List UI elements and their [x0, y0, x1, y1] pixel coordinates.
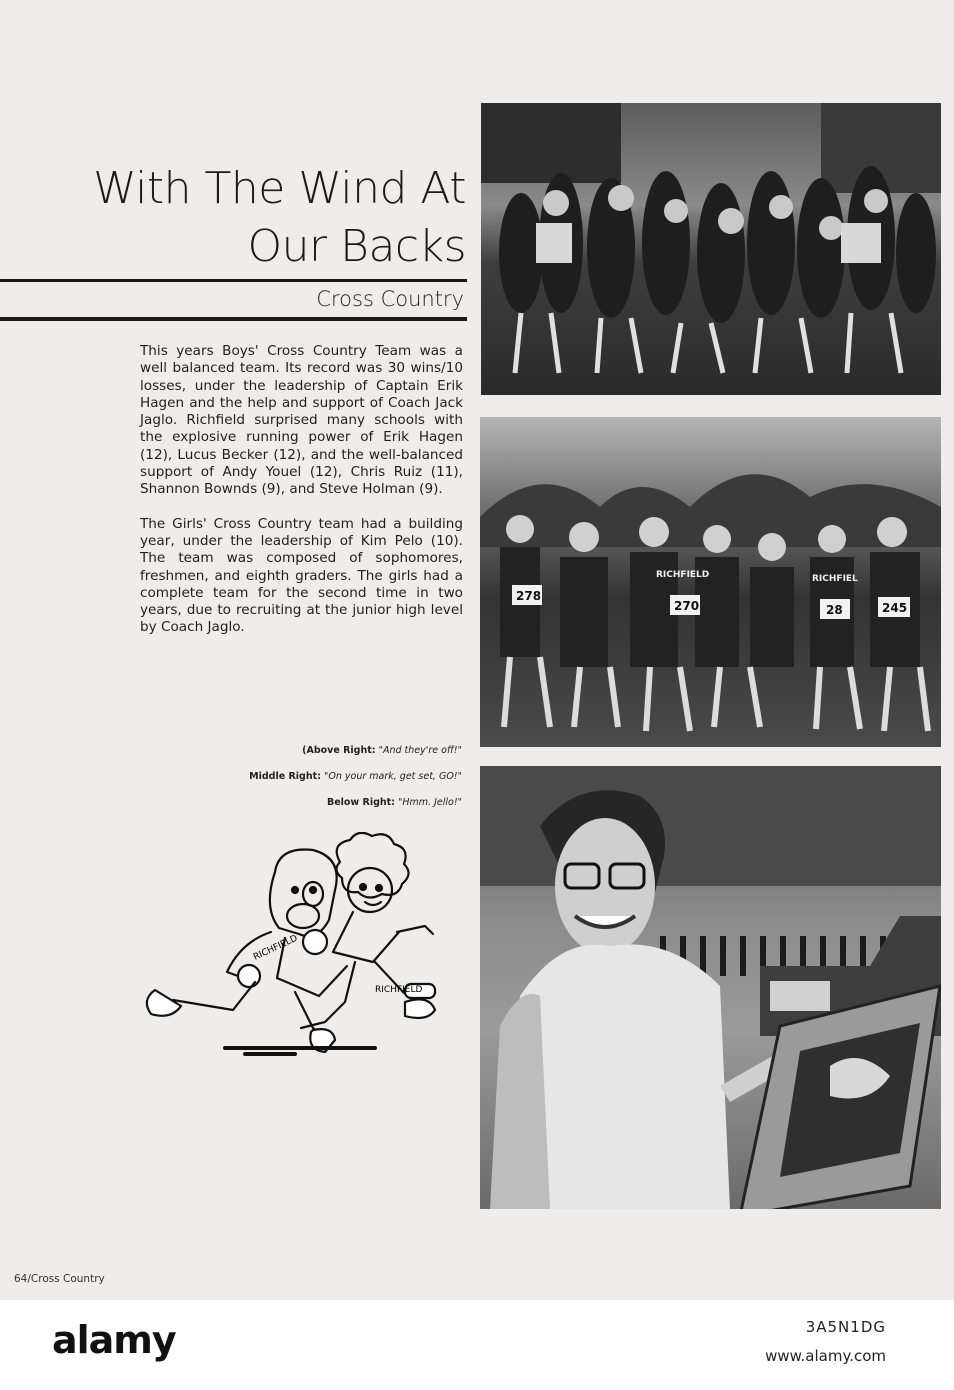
caption-label: Middle Right: [249, 771, 321, 782]
cartoon-label-1: RICHFIELD [252, 933, 300, 963]
shirt-text: RICHFIEL [812, 574, 858, 584]
title-line-1: With The Wind At [93, 163, 466, 214]
photo-girls-race-start [480, 417, 941, 747]
alamy-logo: alamy [52, 1318, 176, 1362]
title-rule-bottom [0, 317, 467, 321]
cartoon-label-2: RICHFIELD [375, 985, 423, 995]
runners-cartoon-illustration [135, 832, 465, 1062]
page-title [93, 160, 466, 276]
bib-number: 278 [516, 589, 542, 603]
caption-below-right [200, 797, 462, 808]
watermark-url: www.alamy.com [765, 1347, 886, 1365]
section-subtitle: Cross Country [316, 287, 464, 311]
page-footer: 64/Cross Country [14, 1273, 105, 1285]
paragraph-boys: This years Boys' Cross Country Team was a well balanced team. Its record was 30 wins/10 losses, under the leadership of Captain Erik Hagen and the help and support of Coach Jack Jaglo. Richfield surprised many schools with the explosive running power of Erik Hagen (12), Lucus Becker (12), and the well-balanced support of Andy Youel (12), Chris Ruiz (11), Shannon Bownds (9), and Steve Holman (9). [140, 343, 463, 498]
photo-boys-race-start [481, 103, 941, 395]
title-line-2: Our Backs [247, 221, 466, 272]
bib-number: 270 [674, 599, 700, 613]
title-rule-top [0, 279, 467, 282]
bib-number: 245 [882, 601, 908, 615]
caption-middle-right [200, 771, 462, 782]
caption-quote: "And they're off!" [378, 745, 462, 756]
caption-quote: "Hmm. Jello!" [398, 797, 462, 808]
shirt-text: RICHFIELD [656, 570, 710, 580]
caption-quote: "On your mark, get set, GO!" [324, 771, 462, 782]
caption-label: (Above Right: [302, 745, 376, 756]
bib-number: 28 [826, 603, 843, 617]
article-body [140, 343, 463, 654]
caption-label: Below Right: [326, 797, 395, 808]
photo-captions [200, 745, 462, 823]
photo-coach-smiling [480, 766, 941, 1209]
image-id: 3A5N1DG [805, 1318, 886, 1336]
paragraph-girls: The Girls' Cross Country team had a building year, under the leadership of Kim Pelo (10). The team was composed of sophomores, freshmen, and eighth graders. The girls had a complete team for the second time in two years, due to recruiting at the junior high level by Coach Jaglo. [140, 515, 463, 636]
caption-above-right [200, 745, 462, 756]
